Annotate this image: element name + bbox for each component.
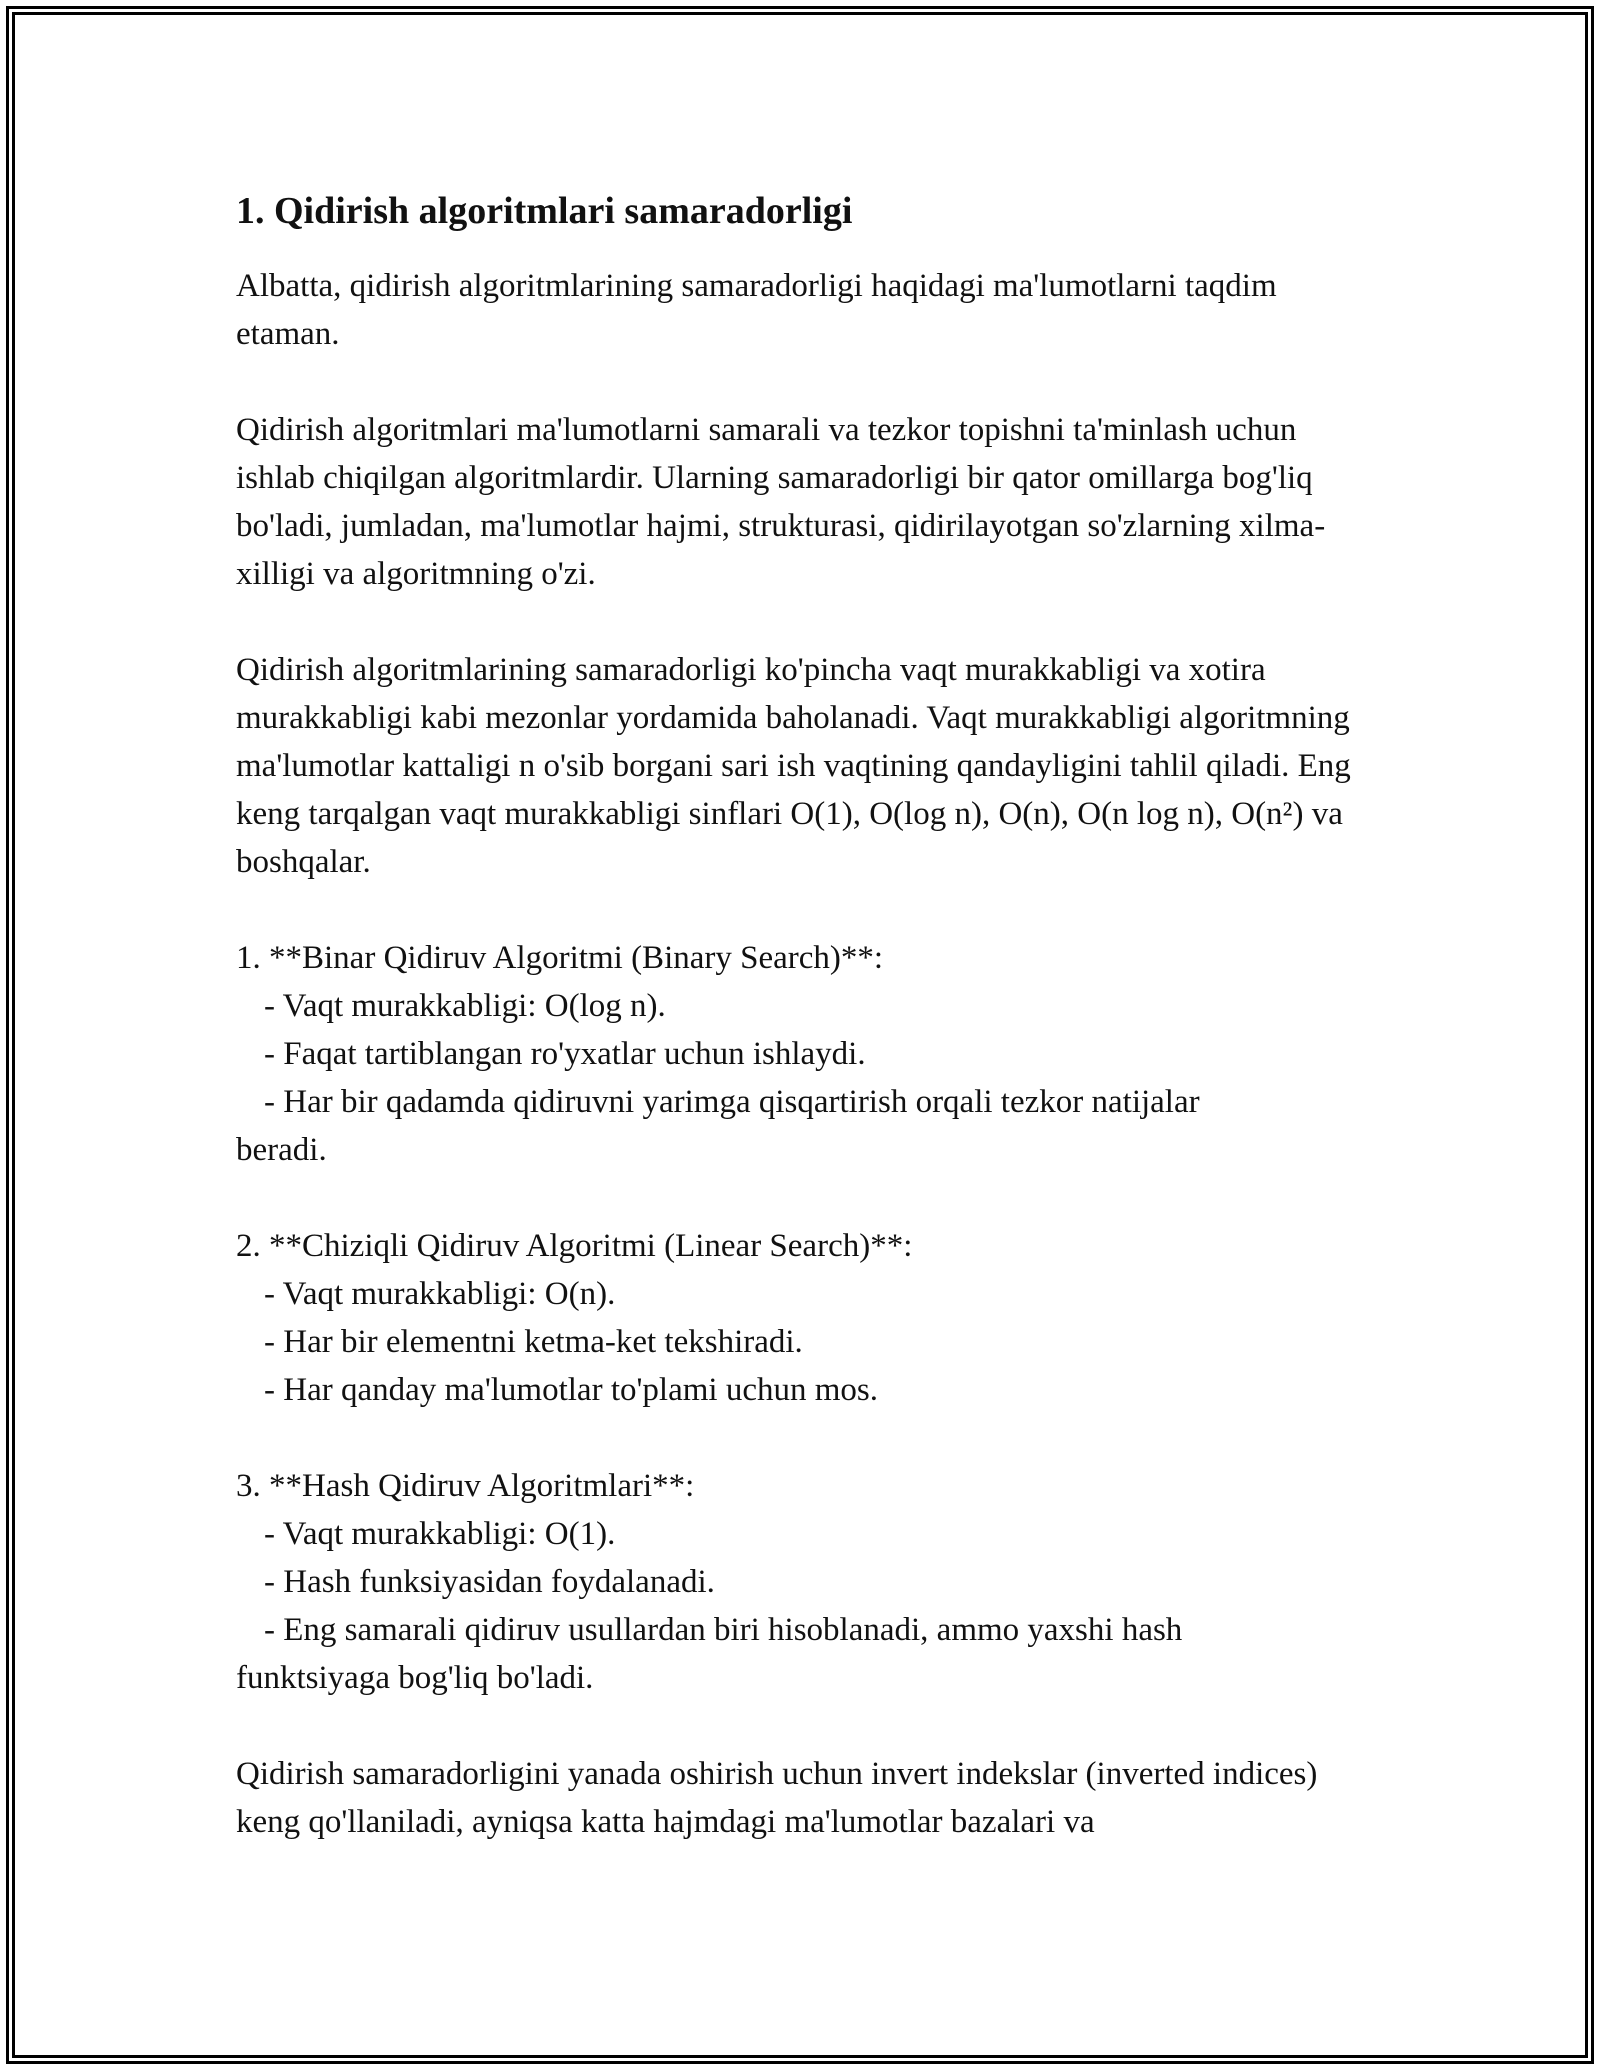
list-item-point: - Eng samarali qidiruv usullardan biri hisoblanadi, ammo yaxshi hash <box>264 1612 1183 1648</box>
list-item-point: - Har bir elementni ketma-ket tekshiradi. <box>264 1324 803 1360</box>
list-item-point: - Vaqt murakkabligi: O(log n). <box>264 988 666 1024</box>
list-item-point: - Vaqt murakkabligi: O(1). <box>264 1516 616 1552</box>
list-item-point: - Har bir qadamda qidiruvni yarimga qisqartirish orqali tezkor natijalar <box>264 1084 1200 1120</box>
intro-paragraph: Albatta, qidirish algoritmlarining samaradorligi haqidagi ma'lumotlarni taqdim etaman. <box>236 268 1277 352</box>
list-item-point: - Faqat tartiblangan ro'yxatlar uchun ishlaydi. <box>264 1036 866 1072</box>
list-item-title: 1. **Binar Qidiruv Algoritmi (Binary Search)**: <box>236 940 884 976</box>
list-item-point-continuation: funktsiyaga bog'liq bo'ladi. <box>236 1660 594 1696</box>
definition-paragraph: Qidirish algoritmlari ma'lumotlarni samarali va tezkor topishni ta'minlash uchun ishlab chiqilgan algoritmlardir. Ularning samaradorligi bir qator omillarga bog'liq bo'ladi, jumladan, ma'lumotlar hajmi, strukturasi, qidirilayotgan so'zlarning xilma-xilligi va algoritmning o'zi. <box>236 412 1326 592</box>
list-item-title: 2. **Chiziqli Qidiruv Algoritmi (Linear Search)**: <box>236 1228 913 1264</box>
inverted-index-paragraph: Qidirish samaradorligini yanada oshirish uchun invert indekslar (inverted indices) keng qo'llaniladi, ayniqsa katta hajmdagi ma'lumotlar bazalari va <box>236 1756 1318 1840</box>
list-item-linear-search <box>236 1222 1366 1414</box>
list-item-hash-search <box>236 1462 1366 1702</box>
list-item-title: 3. **Hash Qidiruv Algoritmlari**: <box>236 1468 695 1504</box>
complexity-paragraph: Qidirish algoritmlarining samaradorligi ko'pincha vaqt murakkabligi va xotira murakkabligi kabi mezonlar yordamida baholanadi. Vaqt murakkabligi algoritmning ma'lumotlar kattaligi n o'sib borgani sari ish vaqtining qandayligini tahlil qiladi. Eng keng tarqalgan vaqt murakkabligi sinflari O(1), O(log n), O(n), O(n log n), O(n²) va boshqalar. <box>236 652 1351 880</box>
list-item-point: - Har qanday ma'lumotlar to'plami uchun mos. <box>264 1372 878 1408</box>
list-item-binary-search <box>236 934 1366 1174</box>
list-item-point: - Hash funksiyasidan foydalanadi. <box>264 1564 715 1600</box>
section-heading: 1. Qidirish algoritmlari samaradorligi <box>236 190 853 232</box>
list-item-point: - Vaqt murakkabligi: O(n). <box>264 1276 616 1312</box>
list-item-point-continuation: beradi. <box>236 1132 327 1168</box>
document-body <box>236 186 1366 1894</box>
